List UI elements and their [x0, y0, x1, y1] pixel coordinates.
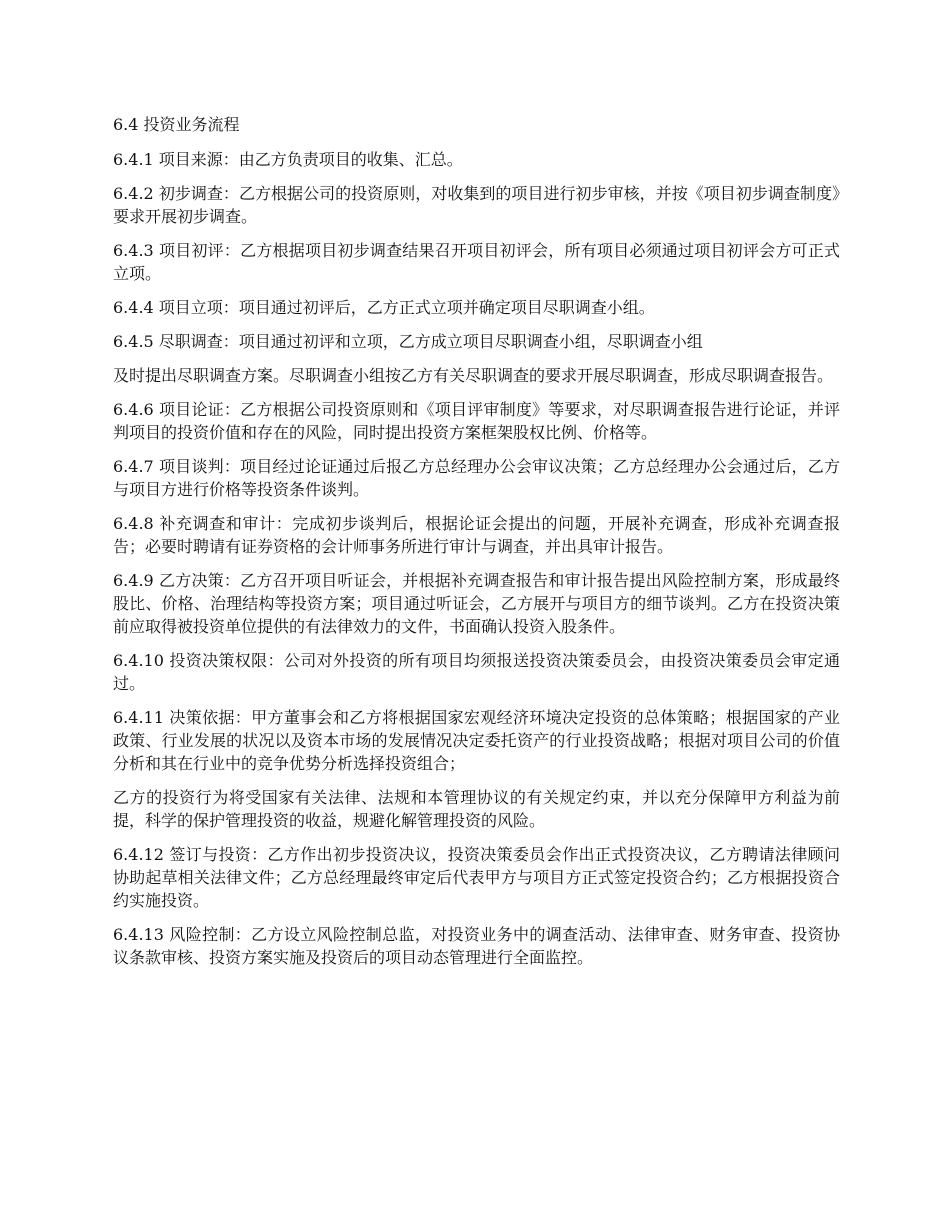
paragraph-6-4-1: 6.4.1 项目来源：由乙方负责项目的收集、汇总。: [113, 150, 463, 169]
paragraph-6-4-4: 6.4.4 项目立项：项目通过初评后，乙方正式立项并确定项目尽职调查小组。: [113, 298, 655, 317]
paragraph-6-4-12: 6.4.12 签订与投资：乙方作出初步投资决议，投资决策委员会作出正式投资决议，乙方聘请法律顾问协助起草相关法律文件；乙方总经理最终审定后代表甲方与项目方正式签定投资合约；乙方根据投资合约实施投资。: [113, 845, 840, 910]
paragraph-6-4-8: 6.4.8 补充调查和审计：完成初步谈判后，根据论证会提出的问题，开展补充调查，形成补充调查报告；必要时聘请有证券资格的会计师事务所进行审计与调查，并出具审计报告。: [113, 514, 840, 556]
paragraph-6-4-6: 6.4.6 项目论证：乙方根据公司投资原则和《项目评审制度》等要求，对尽职调查报告进行论证，并评判项目的投资价值和存在的风险，同时提出投资方案框架股权比例、价格等。: [113, 400, 840, 442]
paragraph-6-4-13: 6.4.13 风险控制：乙方设立风险控制总监，对投资业务中的调查活动、法律审查、财务审查、投资协议条款审核、投资方案实施及投资后的项目动态管理进行全面监控。: [113, 925, 840, 967]
paragraph-6-4-11: 6.4.11 决策依据：甲方董事会和乙方将根据国家宏观经济环境决定投资的总体策略；根据国家的产业政策、行业发展的状况以及资本市场的发展情况决定委托资产的行业投资战略；根据对项目公司的价值分析和其在行业中的竞争优势分析选择投资组合；: [113, 708, 840, 773]
paragraph-6-4-9: 6.4.9 乙方决策：乙方召开项目听证会，并根据补充调查报告和审计报告提出风险控制方案，形成最终股比、价格、治理结构等投资方案；项目通过听证会，乙方展开与项目方的细节谈判。乙方在投资决策前应取得被投资单位提供的有法律效力的文件，书面确认投资入股条件。: [113, 571, 840, 636]
paragraph-6-4-2: 6.4.2 初步调查：乙方根据公司的投资原则，对收集到的项目进行初步审核，并按《项目初步调查制度》要求开展初步调查。: [113, 184, 840, 226]
paragraph-6-4-7: 6.4.7 项目谈判：项目经过论证通过后报乙方总经理办公会审议决策；乙方总经理办公会通过后，乙方与项目方进行价格等投资条件谈判。: [113, 457, 840, 499]
paragraph-6-4-5-continued: 及时提出尽职调查方案。尽职调查小组按乙方有关尽职调查的要求开展尽职调查，形成尽职调查报告。: [113, 366, 834, 385]
paragraph-6-4-10: 6.4.10 投资决策权限：公司对外投资的所有项目均须报送投资决策委员会，由投资决策委员会审定通过。: [113, 651, 840, 693]
paragraph-6-4-11-continued: 乙方的投资行为将受国家有关法律、法规和本管理协议的有关规定约束，并以充分保障甲方利益为前提，科学的保护管理投资的收益，规避化解管理投资的风险。: [113, 788, 840, 830]
section-heading: 6.4 投资业务流程: [113, 115, 240, 134]
paragraph-6-4-5: 6.4.5 尽职调查：项目通过初评和立项，乙方成立项目尽职调查小组，尽职调查小组: [113, 332, 703, 351]
paragraph-6-4-3: 6.4.3 项目初评：乙方根据项目初步调查结果召开项目初评会，所有项目必须通过项目初评会方可正式立项。: [113, 241, 840, 283]
